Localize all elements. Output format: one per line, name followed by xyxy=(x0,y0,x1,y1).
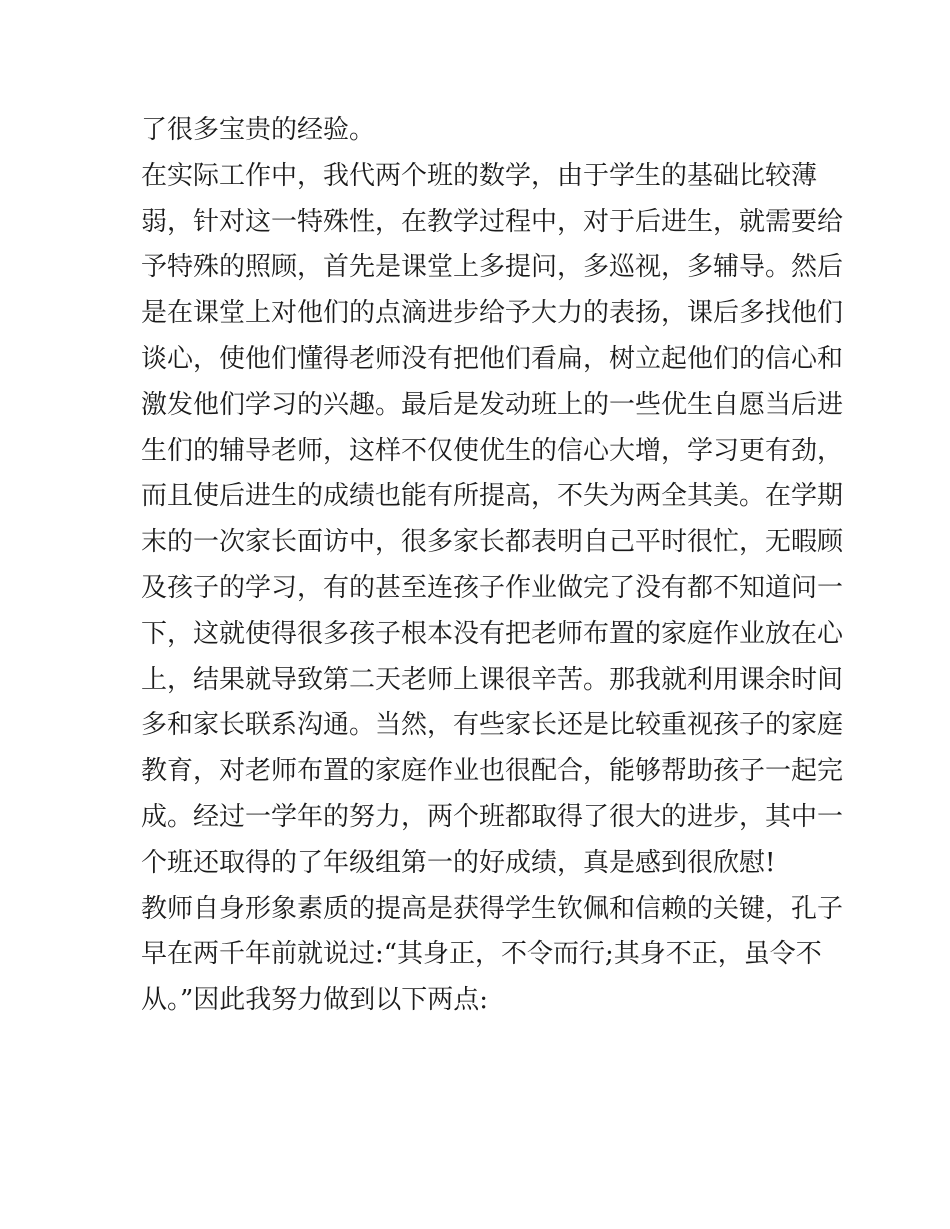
text-line: 激发他们学习的兴趣。最后是发动班上的一些优生自愿当后进 xyxy=(141,389,844,420)
text-line: 是在课堂上对他们的点滴进步给予大力的表扬，课后多找他们 xyxy=(141,298,844,329)
text-line: 成。经过一学年的努力，两个班都取得了很大的进步，其中一 xyxy=(141,801,844,832)
text-line: 在实际工作中，我代两个班的数学，由于学生的基础比较薄 xyxy=(141,160,818,191)
text-line: 末的一次家长面访中，很多家长都表明自己平时很忙，无暇顾 xyxy=(141,527,844,558)
text-line: 谈心，使他们懂得老师没有把他们看扁，树立起他们的信心和 xyxy=(141,343,844,374)
text-line: 早在两千年前就说过:“其身正，不令而行;其身不正，虽令不 xyxy=(141,939,822,970)
text-line: 下，这就使得很多孩子根本没有把老师布置的家庭作业放在心 xyxy=(141,618,844,649)
text-line: 多和家长联系沟通。当然，有些家长还是比较重视孩子的家庭 xyxy=(141,710,844,741)
text-line: 生们的辅导老师，这样不仅使优生的信心大增，学习更有劲， xyxy=(141,435,844,466)
text-line: 弱，针对这一特殊性，在教学过程中，对于后进生，就需要给 xyxy=(141,206,844,237)
text-line: 了很多宝贵的经验。 xyxy=(141,115,376,145)
text-line: 从。”因此我努力做到以下两点: xyxy=(141,985,489,1016)
text-line: 教育，对老师布置的家庭作业也很配合，能够帮助孩子一起完 xyxy=(141,756,844,787)
text-line: 教师自身形象素质的提高是获得学生钦佩和信赖的关键，孔子 xyxy=(141,893,844,924)
text-line: 及孩子的学习，有的甚至连孩子作业做完了没有都不知道问一 xyxy=(141,572,844,603)
text-line: 个班还取得的了年级组第一的好成绩，真是感到很欣慰! xyxy=(141,847,776,878)
body-text xyxy=(141,108,844,1024)
text-line: 上，结果就导致第二天老师上课很辛苦。那我就利用课余时间 xyxy=(141,664,844,695)
text-line: 而且使后进生的成绩也能有所提高，不失为两全其美。在学期 xyxy=(141,481,844,512)
text-line: 予特殊的照顾，首先是课堂上多提问，多巡视，多辅导。然后 xyxy=(141,252,844,283)
